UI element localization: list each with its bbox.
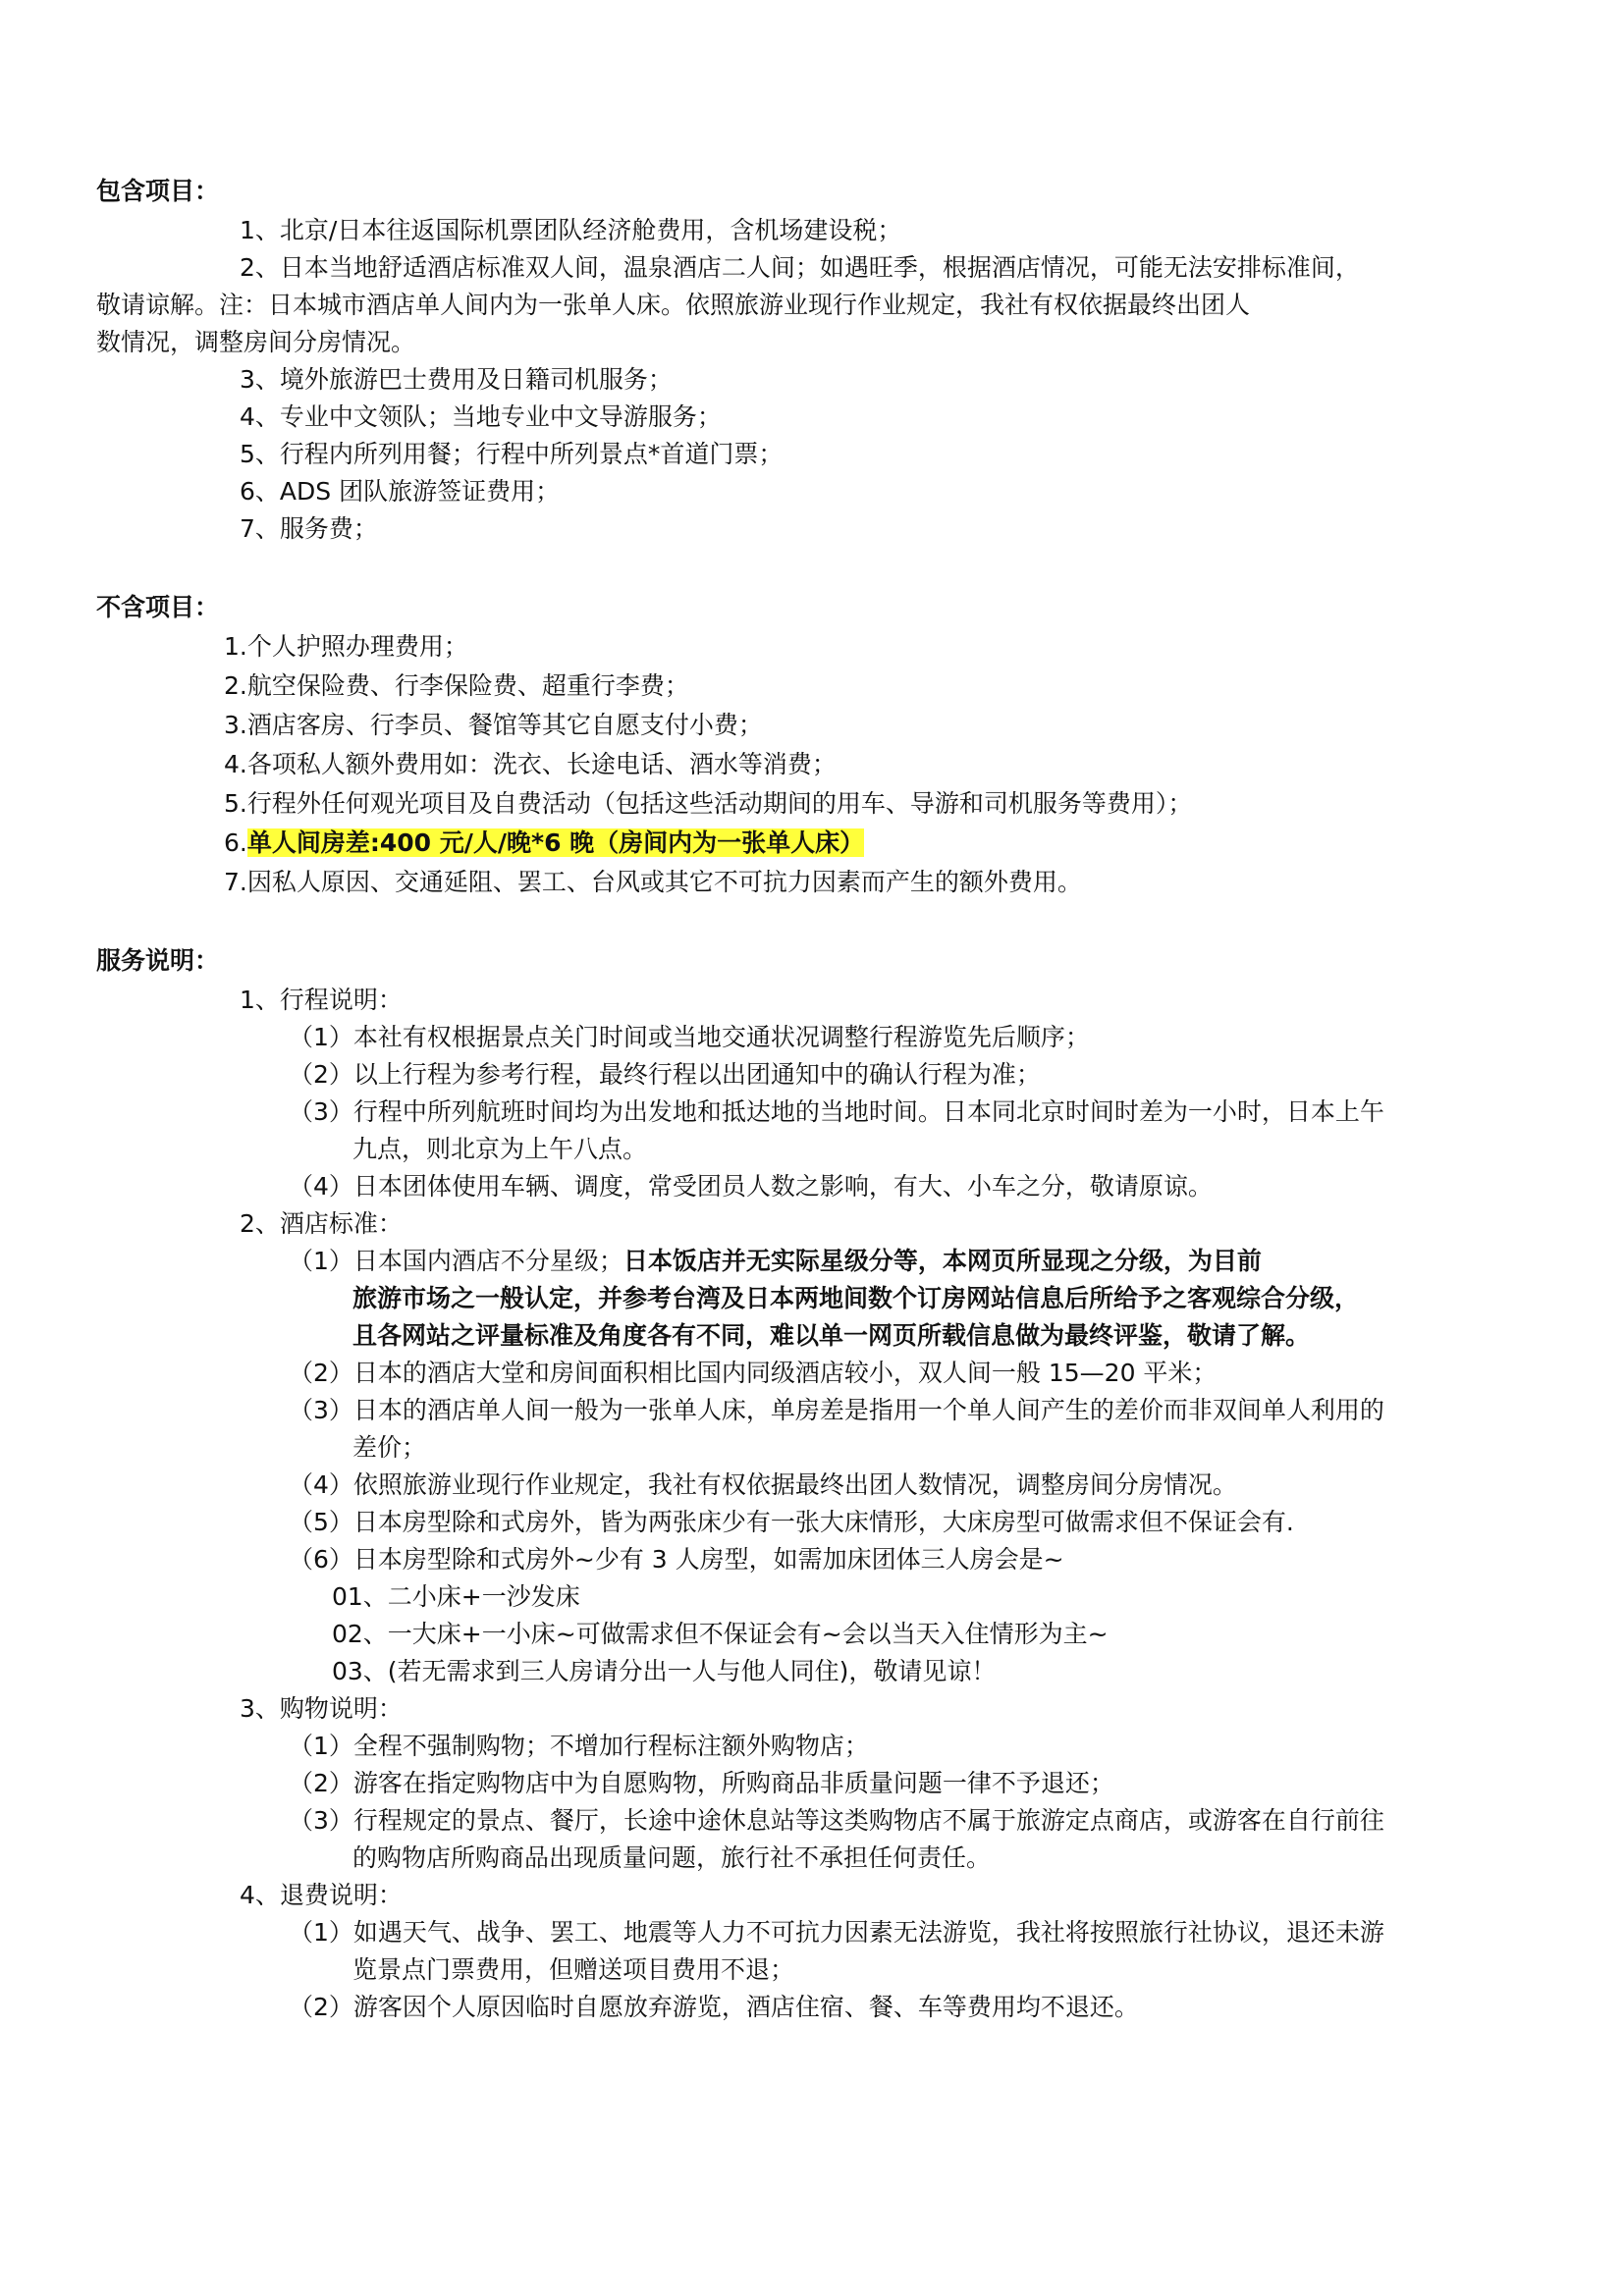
itinerary-note-1: （1）本社有权根据景点关门时间或当地交通状况调整行程游览先后顺序； (289, 1023, 1090, 1051)
refund-notes-title: 4、退费说明： (240, 1881, 403, 1909)
refund-note-1: （1）如遇天气、战争、罢工、地震等人力不可抗力因素无法游览，我社将按照旅行社协议，退还未游 (289, 1918, 1384, 1947)
excluded-item-1: 1.个人护照办理费用； (224, 632, 468, 661)
excluded-item-3: 3.酒店客房、行李员、餐馆等其它自愿支付小费； (224, 711, 763, 739)
included-item-6: 6、ADS 团队旅游签证费用； (240, 477, 561, 506)
included-heading: 包含项目： (96, 177, 220, 205)
document-content (96, 173, 1540, 2067)
excluded-item-7: 7.因私人原因、交通延阻、罢工、台风或其它不可抗力因素而产生的额外费用。 (224, 868, 1082, 896)
excluded-heading: 不含项目： (96, 593, 220, 621)
refund-note-1-cont: 览景点门票费用，但赠送项目费用不退； (352, 1955, 795, 1984)
hotel-note-1-bold: 日本饭店并无实际星级分等，本网页所显现之分级，为目前 (623, 1247, 1262, 1275)
hotel-note-4: （4）依照旅游业现行作业规定，我社有权依据最终出团人数情况，调整房间分房情况。 (289, 1470, 1237, 1499)
hotel-note-3: （3）日本的酒店单人间一般为一张单人床，单房差是指用一个单人间产生的差价而非双间单人利用的 (289, 1396, 1384, 1424)
excluded-item-6-prefix: 6. (224, 828, 247, 857)
service-section (96, 942, 1540, 2026)
hotel-note-1 (96, 1243, 1540, 1280)
itinerary-note-4: （4）日本团体使用车辆、调度，常受团员人数之影响，有大、小车之分，敬请原谅。 (289, 1172, 1213, 1201)
excluded-item-4: 4.各项私人额外费用如：洗衣、长途电话、酒水等消费； (224, 750, 837, 778)
included-item-2-cont2: 数情况，调整房间分房情况。 (96, 328, 416, 356)
triple-room-option-3: 03、(若无需求到三人房请分出一人与他人同住)，敬请见谅！ (332, 1657, 997, 1685)
refund-note-2: （2）游客因个人原因临时自愿放弃游览，酒店住宿、餐、车等费用均不退还。 (289, 1993, 1139, 2021)
excluded-section (96, 589, 1540, 901)
triple-room-option-2: 02、一大床+一小床~可做需求但不保证会有~会以当天入住情形为主~ (332, 1620, 1109, 1648)
hotel-note-3-cont: 差价； (352, 1433, 427, 1462)
itinerary-note-3: （3）行程中所列航班时间均为出发地和抵达地的当地时间。日本同北京时间时差为一小时，日本上午 (289, 1097, 1384, 1126)
single-room-supplement-highlight: 单人间房差:400 元/人/晚*6 晚（房间内为一张单人床） (246, 828, 865, 857)
shopping-note-2: （2）游客在指定购物店中为自愿购物，所购商品非质量问题一律不予退还； (289, 1769, 1114, 1797)
hotel-note-6: （6）日本房型除和式房外~少有 3 人房型，如需加床团体三人房会是~ (289, 1545, 1064, 1574)
triple-room-option-1: 01、二小床+一沙发床 (332, 1582, 580, 1611)
shopping-note-3: （3）行程规定的景点、餐厅，长途中途休息站等这类购物店不属于旅游定点商店，或游客在自行前往 (289, 1806, 1384, 1835)
hotel-note-5: （5）日本房型除和式房外，皆为两张床少有一张大床情形，大床房型可做需求但不保证会有. (289, 1508, 1294, 1536)
excluded-item-2: 2.航空保险费、行李保险费、超重行李费； (224, 671, 689, 700)
shopping-note-3-cont: 的购物店所购商品出现质量问题，旅行社不承担任何责任。 (352, 1843, 992, 1872)
excluded-item-5: 5.行程外任何观光项目及自费活动（包括这些活动期间的用车、导游和司机服务等费用）； (224, 789, 1193, 818)
included-item-5: 5、行程内所列用餐；行程中所列景点*首道门票； (240, 440, 784, 468)
included-item-1: 1、北京/日本往返国际机票团队经济舱费用，含机场建设税； (240, 216, 902, 244)
included-item-2-cont: 敬请谅解。注：日本城市酒店单人间内为一张单人床。依照旅游业现行作业规定，我社有权依据最终出团人 (96, 291, 1251, 319)
included-item-4: 4、专业中文领队；当地专业中文导游服务； (240, 402, 722, 431)
hotel-note-1-prefix: （1）日本国内酒店不分星级； (289, 1247, 623, 1275)
hotel-note-1-cont: 旅游市场之一般认定，并参考台湾及日本两地间数个订房网站信息后所给予之客观综合分级， (352, 1284, 1360, 1312)
included-item-2: 2、日本当地舒适酒店标准双人间，温泉酒店二人间；如遇旺季，根据酒店情况，可能无法安排标准间， (240, 253, 1360, 282)
itinerary-notes-title: 1、行程说明： (240, 986, 403, 1014)
included-item-3: 3、境外旅游巴士费用及日籍司机服务； (240, 365, 673, 394)
service-heading: 服务说明： (96, 946, 220, 975)
shopping-note-1: （1）全程不强制购物；不增加行程标注额外购物店； (289, 1732, 869, 1760)
shopping-notes-title: 3、购物说明： (240, 1694, 403, 1723)
itinerary-note-3-cont: 九点，则北京为上午八点。 (352, 1135, 648, 1163)
itinerary-note-2: （2）以上行程为参考行程，最终行程以出团通知中的确认行程为准； (289, 1060, 1041, 1089)
hotel-note-2: （2）日本的酒店大堂和房间面积相比国内同级酒店较小，双人间一般 15—20 平米； (289, 1359, 1218, 1387)
included-section (96, 173, 1540, 548)
included-item-7: 7、服务费； (240, 514, 378, 543)
hotel-note-1-cont2: 且各网站之评量标准及角度各有不同，难以单一网页所载信息做为最终评鉴，敬请了解。 (352, 1321, 1311, 1350)
excluded-item-6 (96, 825, 1540, 862)
hotel-standard-title: 2、酒店标准： (240, 1209, 403, 1238)
